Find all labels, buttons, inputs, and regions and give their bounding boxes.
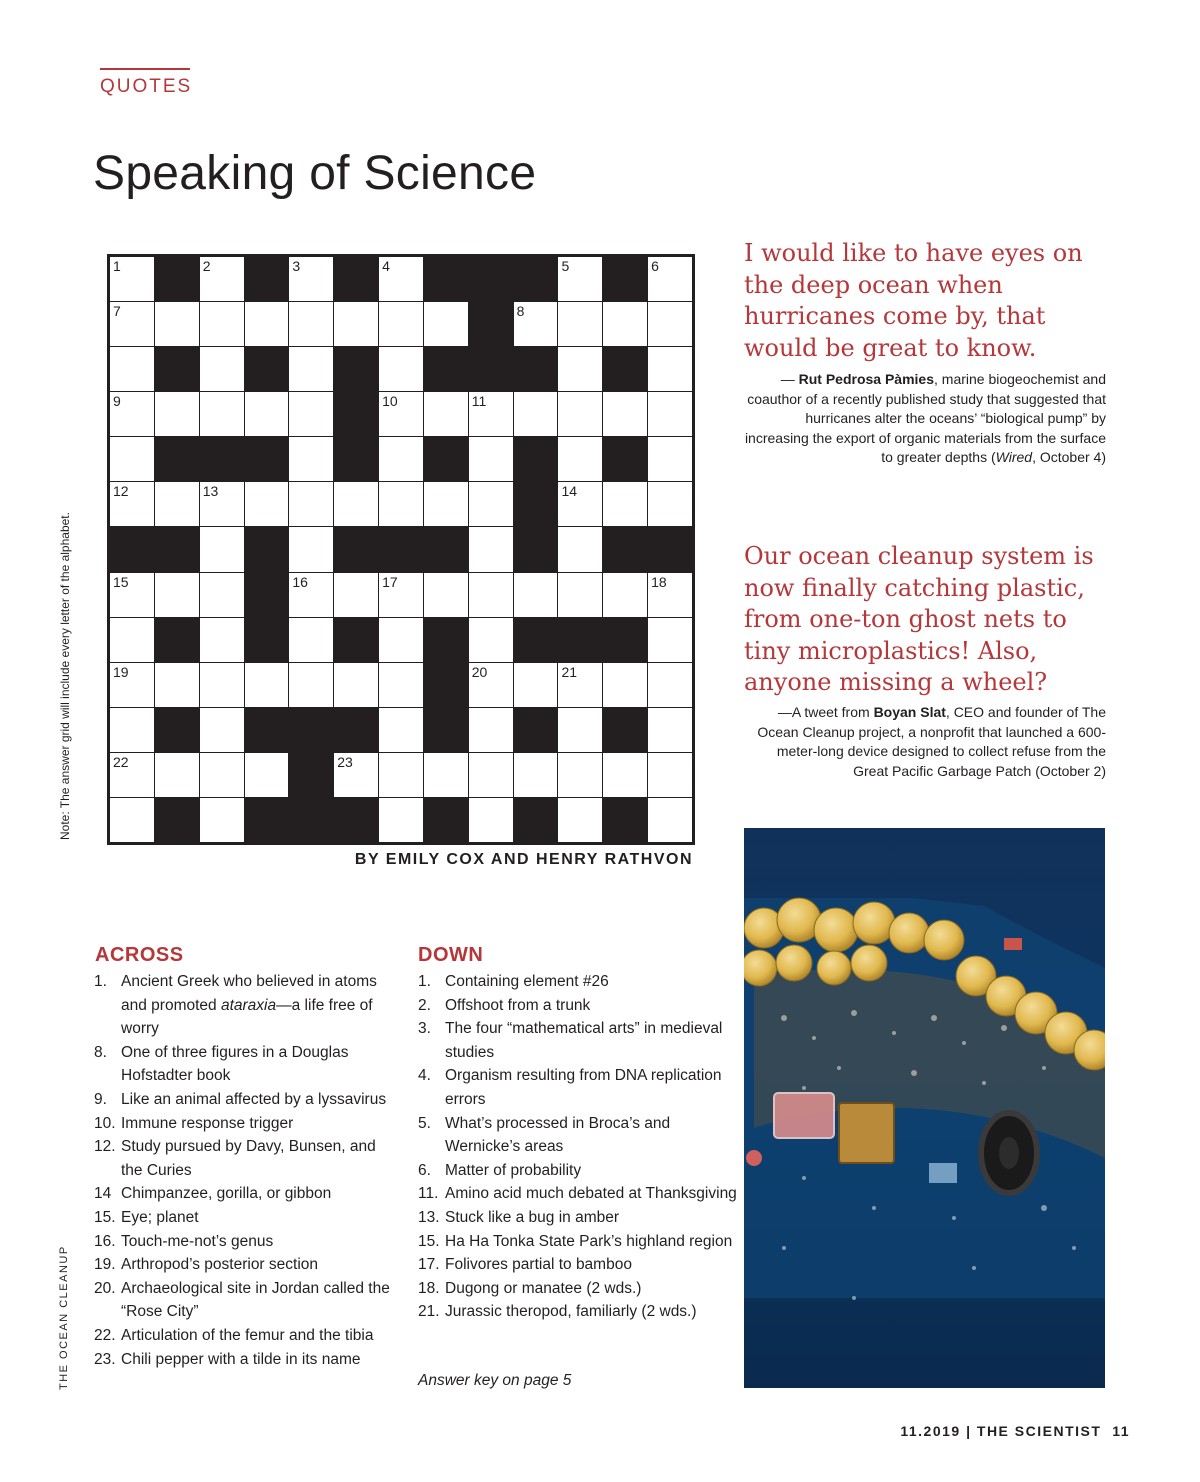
grid-cell[interactable] [334,573,378,617]
grid-block [289,708,333,752]
grid-note: Note: The answer grid will include every letter of the alphabet. [58,512,72,840]
grid-cell[interactable] [110,708,154,752]
grid-cell[interactable] [648,798,692,842]
clue-text: Study pursued by Davy, Bunsen, and the Curies [121,1138,376,1179]
grid-cell[interactable] [514,392,558,436]
grid-cell[interactable] [110,347,154,391]
clue-number: 7 [113,303,121,320]
clue-text: Chili pepper with a tilde in its name [121,1350,361,1368]
clue-text: Ancient Greek who believed in atoms and promoted [121,973,377,1014]
grid-cell[interactable] [648,392,692,436]
grid-cell[interactable] [200,347,244,391]
grid-cell[interactable] [200,482,244,526]
grid-cell[interactable] [289,573,333,617]
grid-block [603,257,647,301]
quote-1-source: Wired [995,449,1033,465]
grid-cell[interactable] [379,618,423,662]
grid-cell[interactable] [155,663,199,707]
section-rule [100,68,190,70]
grid-cell[interactable] [379,663,423,707]
grid-cell[interactable] [424,392,468,436]
grid-block [514,618,558,662]
grid-cell[interactable] [558,708,602,752]
grid-cell[interactable] [558,663,602,707]
clue-number: 14 [561,483,578,500]
grid-cell[interactable] [469,708,513,752]
down-clue [418,1253,738,1277]
grid-cell[interactable] [603,753,647,797]
ocean-cleanup-photo [744,828,1105,1388]
grid-block [603,437,647,481]
grid-cell[interactable] [200,618,244,662]
grid-cell[interactable] [200,302,244,346]
grid-cell[interactable] [558,302,602,346]
quote-1-speaker: Rut Pedrosa Pàmies [798,371,934,387]
page-title: Speaking of Science [93,147,537,200]
down-clue [418,1112,738,1159]
grid-block [334,527,378,571]
clue-label: 22. [94,1326,116,1344]
grid-cell[interactable] [603,392,647,436]
grid-block [603,798,647,842]
down-clue [418,994,738,1018]
grid-cell[interactable] [514,302,558,346]
grid-block [334,347,378,391]
grid-cell[interactable] [648,302,692,346]
grid-cell[interactable] [648,437,692,481]
grid-cell[interactable] [289,347,333,391]
clue-number: 21 [561,663,578,680]
grid-block [514,708,558,752]
clue-number: 19 [113,663,129,680]
grid-cell[interactable] [110,302,154,346]
clue-label: 1. [94,973,107,990]
clue-number: 4 [382,258,390,274]
down-clue [418,1230,738,1254]
grid-cell[interactable] [334,302,378,346]
grid-cell[interactable] [334,753,378,797]
clue-text: Containing element #26 [445,973,609,990]
grid-cell[interactable] [155,392,199,436]
grid-cell[interactable] [558,753,602,797]
across-clue [94,1088,394,1112]
clue-label: 9. [94,1090,107,1108]
across-clue [94,1277,394,1324]
grid-cell[interactable] [334,482,378,526]
grid-block [155,257,199,301]
clue-number: 3 [292,258,301,274]
crossword-byline: BY EMILY COX AND HENRY RATHVON [354,851,693,868]
grid-cell[interactable] [648,482,692,526]
grid-cell[interactable] [155,482,199,526]
answer-key-note: Answer key on page 5 [418,1372,572,1389]
grid-cell[interactable] [558,573,602,617]
clue-text: Like an animal affected by a lyssavirus [121,1090,387,1108]
clue-label: 14 [94,1185,112,1203]
across-clue [94,1206,394,1230]
grid-cell[interactable] [648,618,692,662]
across-clue [94,970,394,1041]
clue-label: 16. [94,1232,116,1250]
clue-text: Arthropod’s posterior section [121,1256,319,1274]
grid-cell[interactable] [200,798,244,842]
grid-cell[interactable] [110,753,154,797]
clue-text: Eye; planet [121,1208,199,1226]
grid-cell[interactable] [200,527,244,571]
grid-block [110,527,154,571]
grid-block [334,798,378,842]
clue-text: Amino acid much debated at Thanksgiving [445,1185,737,1203]
across-clue [94,1324,394,1348]
clue-text: Organism resulting from DNA replication errors [445,1067,722,1108]
grid-cell[interactable] [558,392,602,436]
down-clue [418,1277,738,1301]
clue-number: 11 [471,393,487,410]
grid-block [603,527,647,571]
across-clue [94,1253,394,1277]
grid-cell[interactable] [514,663,558,707]
grid-cell[interactable] [648,257,692,301]
grid-block [245,798,289,842]
clue-number: 8 [516,303,525,320]
grid-cell[interactable] [379,302,423,346]
grid-cell[interactable] [603,482,647,526]
clue-text-end: —a life free of worry [121,996,373,1038]
grid-cell[interactable] [379,257,423,301]
grid-block [155,798,199,842]
grid-cell[interactable] [245,302,289,346]
clue-label: 13. [418,1208,440,1226]
clue-text: Offshoot from a trunk [445,996,591,1014]
grid-block [424,257,468,301]
clue-text: What’s processed in Broca’s and Wernicke’s areas [445,1114,671,1156]
grid-block [424,347,468,391]
quote-1: I would like to have eyes on the deep ocean when hurricanes come by, that would be great to know. [744,239,1083,362]
across-clue [94,1348,394,1372]
clue-number: 23 [337,753,353,770]
grid-block [245,708,289,752]
clue-text: Immune response trigger [121,1114,294,1132]
grid-block [245,347,289,391]
grid-block [424,618,468,662]
grid-block [514,347,558,391]
grid-cell[interactable] [289,257,333,301]
grid-cell[interactable] [200,753,244,797]
grid-cell[interactable] [245,753,289,797]
clue-number: 22 [113,753,129,770]
grid-cell[interactable] [379,708,423,752]
down-clue [418,1300,738,1324]
grid-block [648,527,692,571]
grid-block [155,708,199,752]
grid-block [424,798,468,842]
clue-number: 13 [202,483,219,500]
clue-label: 17. [418,1256,440,1274]
clue-label: 21. [418,1303,440,1321]
grid-cell[interactable] [558,527,602,571]
clue-text: Jurassic theropod, familiarly (2 wds.) [445,1303,697,1321]
grid-cell[interactable] [648,663,692,707]
grid-cell[interactable] [334,663,378,707]
clue-label: 8. [94,1043,107,1061]
clue-label: 20. [94,1279,116,1297]
grid-cell[interactable] [469,573,513,617]
across-clue [94,1041,394,1088]
quote-2-attribution: —A tweet from Boyan Slat, CEO and founder of The Ocean Cleanup project, a nonprofit that launched a 600-meter-long device designed to collect refuse from the Great Pacific Garbage Patch (October 2) [757,704,1106,779]
grid-cell[interactable] [469,437,513,481]
grid-block [245,257,289,301]
page-footer: 11.2019 | THE SCIENTIST 11 [900,1423,1130,1439]
clue-label: 5. [418,1114,431,1132]
grid-cell[interactable] [379,437,423,481]
grid-cell[interactable] [514,573,558,617]
grid-cell[interactable] [200,708,244,752]
clue-label: 23. [94,1350,116,1368]
grid-cell[interactable] [200,573,244,617]
clue-label: 15. [94,1208,116,1226]
grid-cell[interactable] [424,573,468,617]
clue-text: Archaeological site in Jordan called the “Rose City” [121,1279,390,1321]
issue-date: 11.2019 [900,1423,961,1439]
clue-number: 15 [113,573,129,590]
grid-block [424,663,468,707]
quote-2-speaker: Boyan Slat [873,704,946,720]
across-clue [94,1182,394,1206]
grid-cell[interactable] [469,753,513,797]
clue-text: Ha Ha Tonka State Park’s highland region [445,1232,733,1250]
clue-text: Dugong or manatee (2 wds.) [445,1279,642,1297]
grid-cell[interactable] [424,482,468,526]
grid-cell[interactable] [558,482,602,526]
clue-label: 10. [94,1114,116,1132]
grid-cell[interactable] [379,753,423,797]
grid-cell[interactable] [603,663,647,707]
grid-cell[interactable] [200,663,244,707]
clue-text: Touch-me-not’s genus [121,1232,274,1250]
grid-cell[interactable] [558,798,602,842]
across-clue [94,1230,394,1254]
grid-block [245,437,289,481]
grid-block [200,437,244,481]
grid-block [424,527,468,571]
grid-block [514,798,558,842]
grid-cell[interactable] [289,392,333,436]
grid-cell[interactable] [110,618,154,662]
clue-number: 12 [113,483,129,500]
down-clue [418,1206,738,1230]
grid-cell[interactable] [514,753,558,797]
grid-block [289,798,333,842]
clue-number: 17 [382,573,398,590]
down-clue [418,970,738,994]
grid-cell[interactable] [110,573,154,617]
grid-cell[interactable] [289,663,333,707]
grid-block [469,302,513,346]
grid-cell[interactable] [110,482,154,526]
clue-label: 19. [94,1256,116,1274]
grid-block [558,618,602,662]
clue-text: The four “mathematical arts” in medieval studies [445,1020,723,1061]
across-clue [94,1135,394,1182]
clue-number: 10 [382,393,398,410]
page-number: 11 [1112,1423,1130,1439]
down-clue [418,1182,738,1206]
grid-block [334,257,378,301]
grid-cell[interactable] [379,392,423,436]
grid-block [379,527,423,571]
grid-block [514,482,558,526]
clue-text: Stuck like a bug in amber [445,1208,620,1226]
grid-block [334,708,378,752]
clue-number: 20 [471,663,488,680]
grid-cell[interactable] [155,573,199,617]
grid-block [514,257,558,301]
clue-text: Matter of probability [445,1161,582,1179]
clue-text: Folivores partial to bamboo [445,1256,632,1274]
down-clue [418,1064,738,1111]
grid-cell[interactable] [289,482,333,526]
grid-cell[interactable] [200,392,244,436]
across-heading: ACROSS [95,944,184,966]
grid-block [469,347,513,391]
clue-label: 6. [418,1161,431,1179]
grid-block [514,527,558,571]
grid-cell[interactable] [245,663,289,707]
clue-text: Chimpanzee, gorilla, or gibbon [121,1185,332,1203]
grid-cell[interactable] [603,573,647,617]
grid-cell[interactable] [379,482,423,526]
across-clue [94,1112,394,1136]
grid-cell[interactable] [469,527,513,571]
section-label: QUOTES [100,76,193,97]
grid-cell[interactable] [469,798,513,842]
grid-cell[interactable] [469,392,513,436]
clue-emphasis: ataraxia [220,996,277,1014]
grid-block [155,527,199,571]
grid-block [469,257,513,301]
clue-number: 6 [651,258,659,274]
clue-label: 12. [94,1138,116,1156]
grid-cell[interactable] [648,347,692,391]
grid-cell[interactable] [289,302,333,346]
crossword-grid[interactable] [107,254,695,845]
grid-block [245,573,289,617]
clue-label: 2. [418,996,431,1014]
quote-1-attribution: — Rut Pedrosa Pàmies, marine biogeochemist and coauthor of a recently published study that suggested that hurricanes alter the oceans’ “biological pump” by increasing the export of organic materials from the surface to greater depths (Wired, October 4) [744,371,1106,465]
grid-cell[interactable] [603,302,647,346]
ocean-cleanup-illustration [744,828,1105,1388]
clue-number: 16 [292,573,308,590]
grid-cell[interactable] [245,482,289,526]
clue-text: One of three figures in a Douglas Hofstadter book [121,1043,349,1085]
grid-block [155,618,199,662]
grid-cell[interactable] [110,257,154,301]
grid-block [603,618,647,662]
grid-cell[interactable] [245,392,289,436]
grid-cell[interactable] [469,482,513,526]
grid-cell[interactable] [110,392,154,436]
grid-cell[interactable] [289,437,333,481]
clue-number: 5 [561,258,570,274]
grid-block [245,527,289,571]
grid-cell[interactable] [424,753,468,797]
grid-block [514,437,558,481]
grid-cell[interactable] [289,618,333,662]
grid-block [334,618,378,662]
grid-block [334,437,378,481]
grid-cell[interactable] [648,573,692,617]
grid-cell[interactable] [424,302,468,346]
grid-block [424,437,468,481]
grid-block [289,753,333,797]
down-clue-list [418,970,738,1324]
down-clue [418,1159,738,1183]
grid-cell[interactable] [648,753,692,797]
clue-label: 18. [418,1279,440,1297]
grid-block [245,618,289,662]
clue-number: 2 [202,258,211,274]
clue-label: 11. [418,1185,439,1203]
quote-2: Our ocean cleanup system is now finally catching plastic, from one-ton ghost nets to tiny microplastics! Also, anyone missing a wheel? [744,542,1094,696]
grid-block [155,437,199,481]
clue-number: 9 [113,393,121,410]
grid-cell[interactable] [110,437,154,481]
grid-cell[interactable] [110,798,154,842]
clue-label: 4. [418,1067,431,1085]
grid-block [334,392,378,436]
grid-cell[interactable] [155,302,199,346]
photo-credit: THE OCEAN CLEANUP [58,1245,70,1390]
grid-cell[interactable] [558,437,602,481]
grid-cell[interactable] [558,257,602,301]
grid-cell[interactable] [110,663,154,707]
grid-cell[interactable] [379,798,423,842]
clue-number: 1 [113,258,121,274]
grid-cell[interactable] [469,618,513,662]
grid-cell[interactable] [155,753,199,797]
down-clue [418,1017,738,1064]
grid-block [603,347,647,391]
grid-cell[interactable] [558,347,602,391]
clue-label: 1. [418,973,431,990]
grid-cell[interactable] [289,527,333,571]
grid-block [603,708,647,752]
grid-cell[interactable] [379,573,423,617]
clue-text: Articulation of the femur and the tibia [121,1326,374,1344]
clue-number: 18 [651,573,667,590]
clue-label: 15. [418,1232,440,1250]
down-heading: DOWN [418,944,484,966]
across-clue-list [94,970,394,1371]
grid-cell[interactable] [469,663,513,707]
clue-label: 3. [418,1020,431,1038]
grid-block [155,347,199,391]
grid-block [424,708,468,752]
grid-cell[interactable] [200,257,244,301]
grid-cell[interactable] [379,347,423,391]
grid-cell[interactable] [648,708,692,752]
magazine-name: THE SCIENTIST [976,1423,1102,1439]
